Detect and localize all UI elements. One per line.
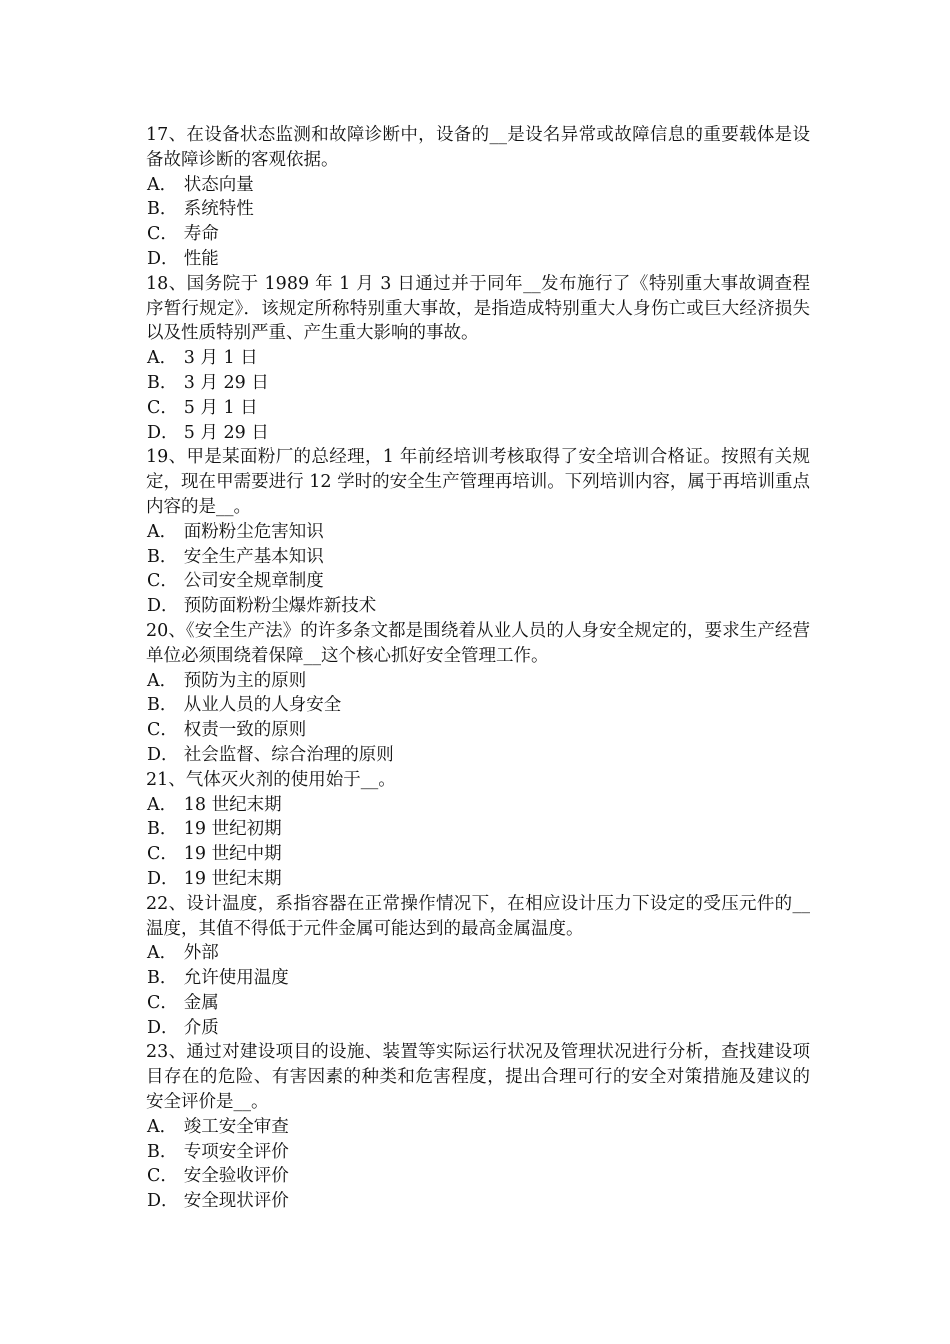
option-list — [146, 1115, 810, 1214]
option-text: 19 世纪末期 — [183, 868, 282, 889]
option-a — [146, 1115, 810, 1140]
option-letter: B． — [147, 546, 178, 567]
option-letter: A． — [147, 1116, 178, 1137]
option-letter: D． — [147, 1191, 179, 1212]
option-c — [146, 396, 810, 421]
option-text: 面粉粉尘危害知识 — [183, 521, 324, 542]
question-21 — [146, 768, 810, 892]
option-c — [146, 991, 810, 1016]
option-b — [146, 693, 810, 718]
option-text: 外部 — [183, 943, 219, 964]
option-letter: A． — [147, 521, 178, 542]
option-b — [146, 371, 810, 396]
option-text: 19 世纪中期 — [183, 844, 282, 865]
option-text: 状态向量 — [183, 174, 254, 195]
option-text: 3 月 29 日 — [183, 372, 269, 393]
option-b — [146, 966, 810, 991]
option-a — [146, 173, 810, 198]
option-b — [146, 1140, 810, 1165]
option-b — [146, 197, 810, 222]
option-a — [146, 346, 810, 371]
question-stem: 18、国务院于 1989 年 1 月 3 日通过并于同年__发布施行了《特别重大事故调查程序暂行规定》．该规定所称特别重大事故，是指造成特别重大人身伤亡或巨大经济损失以及性质特别严重、产生重大影响的事故。 — [146, 273, 810, 344]
option-text: 安全验收评价 — [183, 1166, 289, 1187]
question-stem: 22、设计温度，系指容器在正常操作情况下，在相应设计压力下设定的受压元件的__温度，其值不得低于元件金属可能达到的最高金属温度。 — [146, 893, 810, 939]
question-stem: 23、通过对建设项目的设施、装置等实际运行状况及管理状况进行分析，查找建设项目存在的危险、有害因素的种类和危害程度，提出合理可行的安全对策措施及建议的安全评价是__。 — [146, 1042, 810, 1113]
option-text: 18 世纪末期 — [183, 794, 282, 815]
option-text: 从业人员的人身安全 — [183, 695, 342, 716]
option-letter: A． — [147, 670, 178, 691]
option-letter: B． — [147, 819, 178, 840]
option-text: 5 月 1 日 — [183, 397, 258, 418]
question-23 — [146, 1040, 810, 1214]
option-letter: B． — [147, 199, 178, 220]
option-d — [146, 867, 810, 892]
option-text: 预防面粉粉尘爆炸新技术 — [183, 596, 377, 617]
option-letter: D． — [147, 596, 179, 617]
option-list — [146, 669, 810, 768]
question-19 — [146, 445, 810, 619]
option-text: 社会监督、综合治理的原则 — [183, 744, 394, 765]
option-list — [146, 520, 810, 619]
option-d — [146, 421, 810, 446]
option-a — [146, 520, 810, 545]
option-a — [146, 941, 810, 966]
option-letter: B． — [147, 372, 178, 393]
option-list — [146, 941, 810, 1040]
question-stem: 17、在设备状态监测和故障诊断中，设备的__是设名异常或故障信息的重要载体是设备故障诊断的客观依据。 — [146, 125, 810, 170]
question-20 — [146, 619, 810, 768]
option-a — [146, 669, 810, 694]
option-letter: D． — [147, 744, 179, 765]
option-text: 预防为主的原则 — [183, 670, 307, 691]
option-list — [146, 793, 810, 892]
question-17 — [146, 123, 810, 272]
option-letter: B． — [147, 968, 178, 989]
option-c — [146, 842, 810, 867]
question-18 — [146, 272, 810, 446]
option-c — [146, 569, 810, 594]
option-letter: C． — [147, 571, 178, 592]
option-text: 系统特性 — [183, 199, 254, 220]
option-d — [146, 594, 810, 619]
question-stem: 19、甲是某面粉厂的总经理，1 年前经培训考核取得了安全培训合格证。按照有关规定，现在甲需要进行 12 学时的安全生产管理再培训。下列培训内容，属于再培训重点内容的是__。 — [146, 447, 810, 517]
option-text: 寿命 — [183, 224, 219, 245]
question-stem: 20、《安全生产法》的许多条文都是围绕着从业人员的人身安全规定的，要求生产经营单位必须围绕着保障__这个核心抓好安全管理工作。 — [146, 620, 810, 666]
option-letter: A． — [147, 348, 178, 369]
option-d — [146, 743, 810, 768]
option-text: 允许使用温度 — [183, 968, 289, 989]
option-letter: D． — [147, 868, 179, 889]
option-letter: B． — [147, 1141, 178, 1162]
option-letter: C． — [147, 1166, 178, 1187]
option-c — [146, 222, 810, 247]
option-d — [146, 1016, 810, 1041]
option-letter: A． — [147, 174, 178, 195]
option-d — [146, 1189, 810, 1214]
option-text: 性能 — [183, 248, 219, 269]
option-c — [146, 718, 810, 743]
option-letter: D． — [147, 248, 179, 269]
option-text: 5 月 29 日 — [183, 422, 269, 443]
option-letter: C． — [147, 720, 178, 741]
option-text: 权责一致的原则 — [183, 720, 307, 741]
option-d — [146, 247, 810, 272]
option-text: 安全现状评价 — [183, 1191, 289, 1212]
option-letter: B． — [147, 695, 178, 716]
question-stem: 21、气体灭火剂的使用始于__。 — [146, 769, 396, 790]
option-text: 公司安全规章制度 — [183, 571, 324, 592]
option-letter: A． — [147, 943, 178, 964]
question-22 — [146, 892, 810, 1041]
option-list — [146, 346, 810, 445]
option-text: 安全生产基本知识 — [183, 546, 324, 567]
option-text: 金属 — [183, 992, 219, 1013]
option-letter: C． — [147, 992, 178, 1013]
option-a — [146, 793, 810, 818]
option-c — [146, 1164, 810, 1189]
option-letter: C． — [147, 224, 178, 245]
option-text: 专项安全评价 — [183, 1141, 289, 1162]
option-text: 19 世纪初期 — [183, 819, 282, 840]
option-b — [146, 817, 810, 842]
option-letter: C． — [147, 397, 178, 418]
option-list — [146, 173, 810, 272]
option-letter: C． — [147, 844, 178, 865]
option-text: 介质 — [183, 1017, 219, 1038]
option-letter: D． — [147, 1017, 179, 1038]
option-letter: D． — [147, 422, 179, 443]
option-text: 竣工安全审查 — [183, 1116, 289, 1137]
option-letter: A． — [147, 794, 178, 815]
option-b — [146, 545, 810, 570]
option-text: 3 月 1 日 — [183, 348, 258, 369]
document-page — [146, 123, 810, 1214]
